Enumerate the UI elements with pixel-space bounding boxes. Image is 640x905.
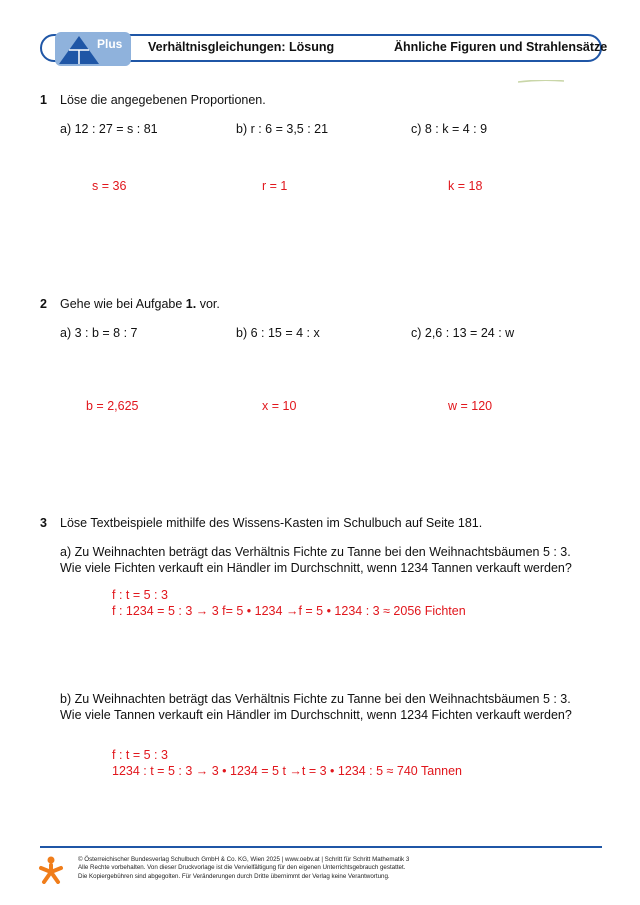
- task3b-text-line1: b) Zu Weihnachten beträgt das Verhältnis Fichte zu Tanne bei den Weihnachtsbäumen 5 : 3.: [60, 692, 571, 706]
- task2-problem-b: b) 6 : 15 = 4 : x: [236, 326, 320, 340]
- task1-solution-c: k = 18: [448, 179, 483, 193]
- task3-instruction: Löse Textbeispiele mithilfe des Wissens-Kasten im Schulbuch auf Seite 181.: [60, 516, 483, 530]
- task1-solution-b: r = 1: [262, 179, 288, 193]
- task1-solution-a: s = 36: [92, 179, 127, 193]
- footer-divider: [40, 846, 602, 848]
- decorative-stroke: [518, 80, 564, 83]
- publisher-logo-icon: [38, 856, 64, 884]
- task2-problem-a: a) 3 : b = 8 : 7: [60, 326, 138, 340]
- task3-number: 3: [40, 516, 47, 530]
- task3a-text-line1: a) Zu Weihnachten beträgt das Verhältnis Fichte zu Tanne bei den Weihnachtsbäumen 5 : 3.: [60, 545, 571, 559]
- footer-line-2: Alle Rechte vorbehalten. Von dieser Druckvorlage ist die Vervielfältigung für den eigenen Unterrichtsgebrauch gestattet.: [78, 864, 406, 872]
- task1-problem-a: a) 12 : 27 = s : 81: [60, 122, 158, 136]
- task3b-solution-line1: f : t = 5 : 3: [112, 748, 168, 762]
- plus-logo: [55, 32, 131, 66]
- logo-label: Plus: [97, 37, 123, 51]
- task1-number: 1: [40, 93, 47, 107]
- task2-instruction: Gehe wie bei Aufgabe 1. vor.: [60, 297, 220, 311]
- task1-problem-b: b) r : 6 = 3,5 : 21: [236, 122, 329, 136]
- task2-solution-a: b = 2,625: [86, 399, 139, 413]
- task2-solution-b: x = 10: [262, 399, 297, 413]
- task2-number: 2: [40, 297, 47, 311]
- task3a-text-line2: Wie viele Fichten verkauft ein Händler im Durchschnitt, wenn 1234 Tannen verkauft werden?: [60, 561, 572, 575]
- task3a-solution-line2: f : 1234 = 5 : 3 → 3 f= 5 • 1234 →f = 5 • 1234 : 3 ≈ 2056 Fichten: [112, 604, 466, 618]
- footer-copyright: [78, 856, 409, 881]
- footer-line-3: Die Kopiergebühren sind abgegolten. Für Veränderungen durch Dritte übernimmt der Verlag keine Verantwortung.: [78, 872, 390, 880]
- task1-instruction: Löse die angegebenen Proportionen.: [60, 93, 266, 107]
- task2-solution-c: w = 120: [448, 399, 493, 413]
- chapter-title: Ähnliche Figuren und Strahlensätze: [394, 40, 608, 54]
- task2-reference: 1.: [185, 297, 197, 311]
- task1-problem-c: c) 8 : k = 4 : 9: [411, 122, 488, 136]
- page-title: Verhältnisgleichungen: Lösung: [148, 40, 335, 54]
- task3a-solution-line1: f : t = 5 : 3: [112, 588, 168, 602]
- footer-line-1: © Österreichischer Bundesverlag Schulbuch GmbH & Co. KG, Wien 2025 | www.oebv.at | Schritt für Schritt Mathematik 3: [78, 856, 410, 863]
- task3b-solution-line2: 1234 : t = 5 : 3 → 3 • 1234 = 5 t →t = 3 • 1234 : 5 ≈ 740 Tannen: [112, 764, 462, 778]
- task2-problem-c: c) 2,6 : 13 = 24 : w: [411, 326, 515, 340]
- task3b-text-line2: Wie viele Tannen verkauft ein Händler im Durchschnitt, wenn 1234 Fichten verkauft werden?: [60, 708, 572, 722]
